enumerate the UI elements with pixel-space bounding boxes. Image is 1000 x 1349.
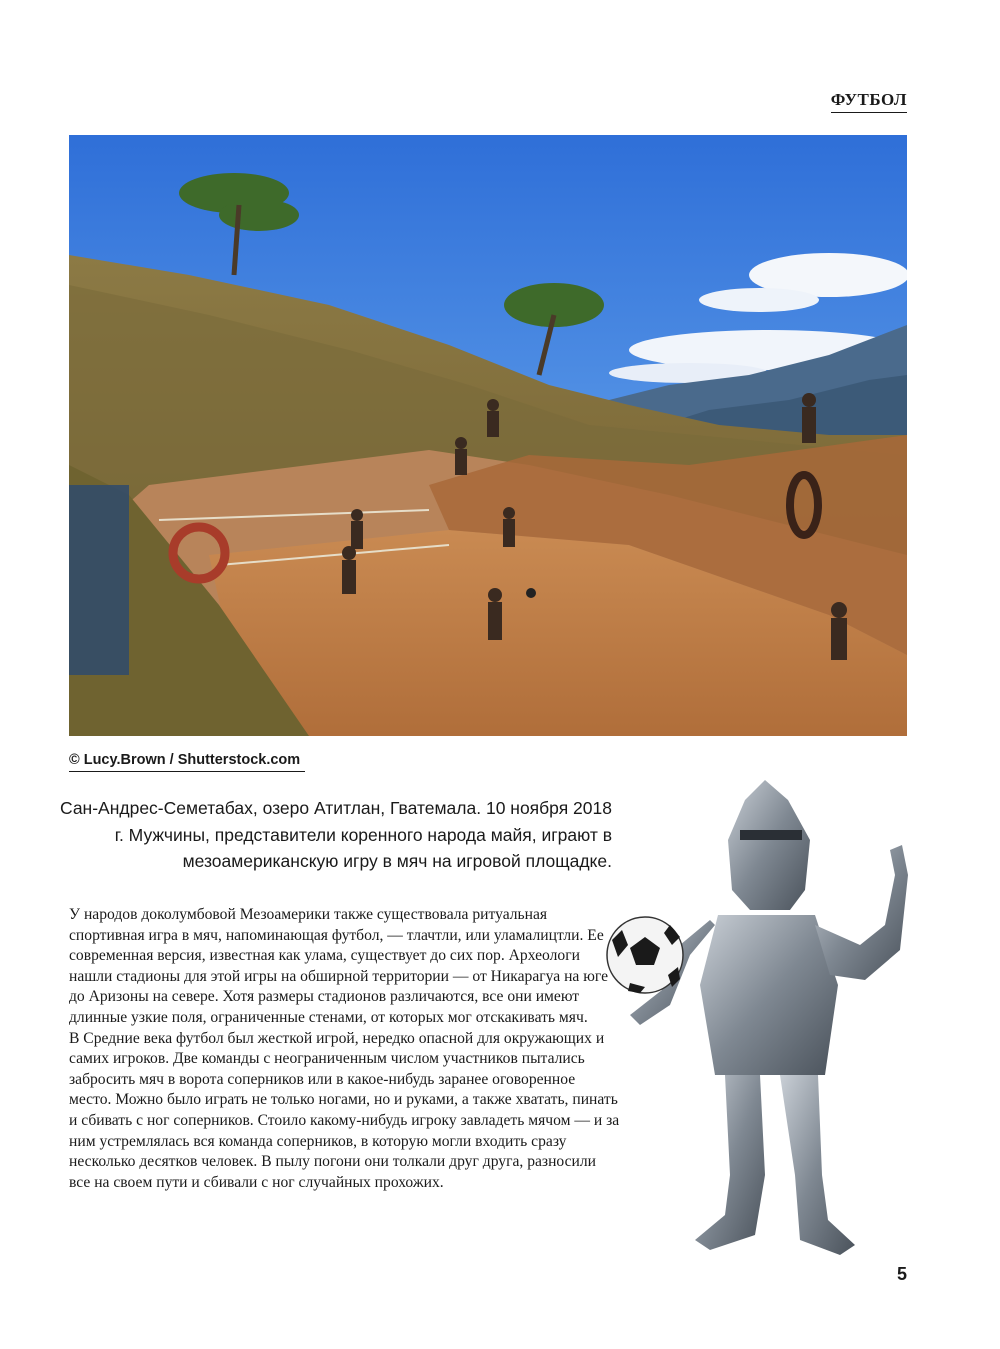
photo-caption: Сан-Андрес-Семетабах, озеро Атитлан, Гватемала. 10 ноября 2018 г. Мужчины, представители коренного народа майя, играют в мезоамериканскую игру в мяч на игровой площадке. <box>59 798 612 871</box>
knight-with-ball-illustration <box>600 775 930 1270</box>
photo-credit: © Lucy.Brown / Shutterstock.com <box>69 752 305 772</box>
page-number: 5 <box>896 1264 907 1284</box>
article-paragraph: В Средние века футбол был жесткой игрой, нередко опасной для окружающих и самих игроков. Две команды с неограниченным числом участников пытались забросить мяч в ворота соперников или в какое-нибудь заранее оговоренное место. Можно было играть не только ногами, но и руками, а также хватать, пинать и сбивать с ног соперников. Стоило какому-нибудь игроку завладеть мячом — и за ним устремлялась вся команда соперников, в которую могли входить сразу несколько десятков человек. В пылу погони они толкали друг друга, разносили все на своем пути и сбивали с ног случайных прохожих. <box>69 1029 620 1191</box>
mesoamerican-ballgame-photo <box>69 135 907 736</box>
article-body <box>69 905 621 1193</box>
article-paragraph: У народов доколумбовой Мезоамерики также существовала ритуальная спортивная игра в мяч, напоминающая футбол, — тлачтли, или уламалицтли. Ее современная версия, известная как улама, существует до сих пор. Археологи нашли стадионы для этой игры на обширной территории — от Никарагуа на юге до Аризоны на севере. Хотя размеры стадионов различаются, все они имеют длинные узкие поля, ограниченные стенами, от которых мог отскакивать мяч. <box>69 906 608 1026</box>
section-title: ФУТБОЛ <box>831 90 907 113</box>
